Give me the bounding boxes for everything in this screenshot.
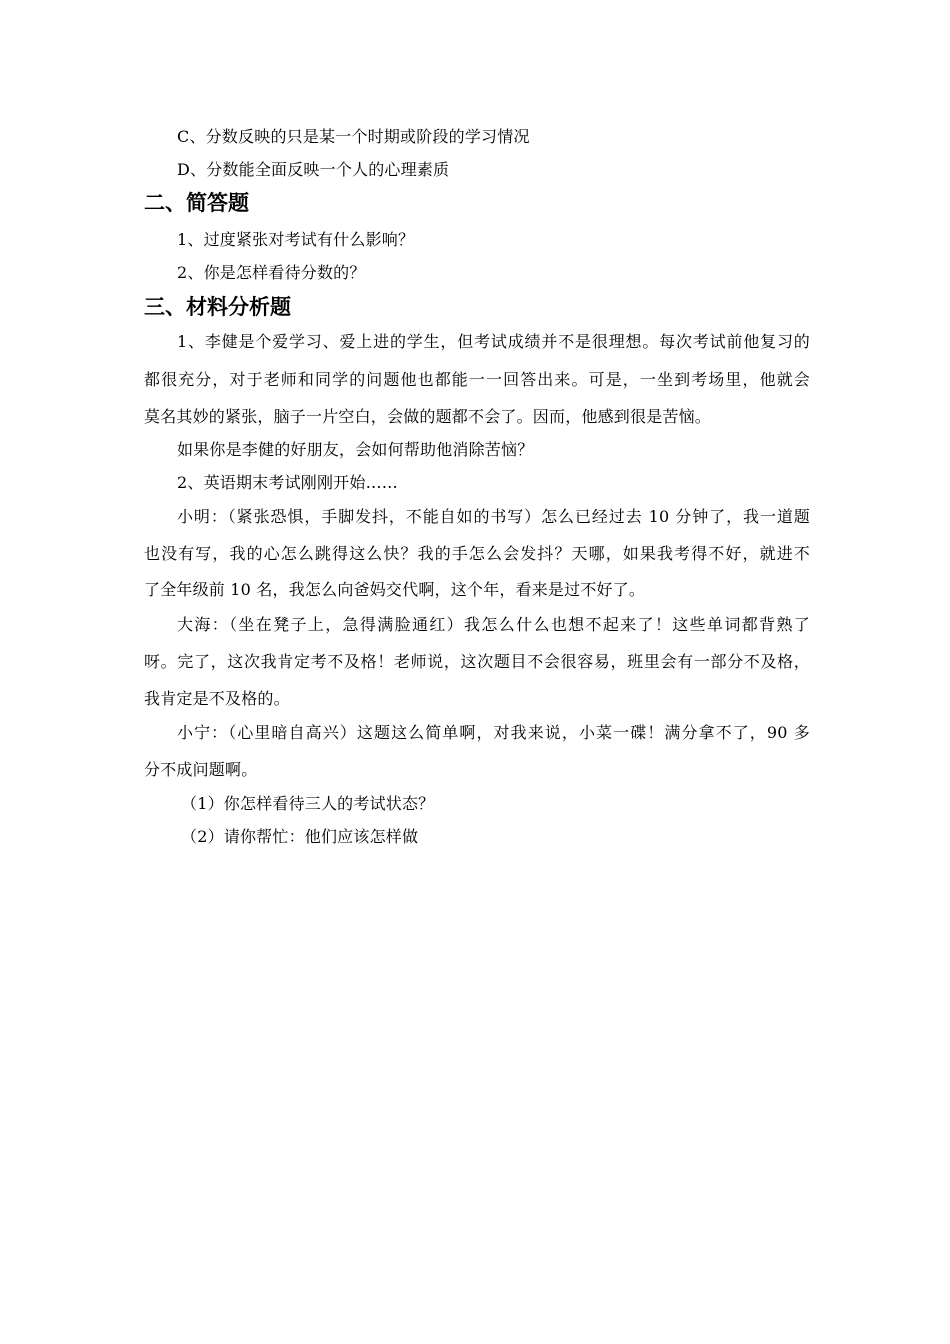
material-1-line-1: 1、李健是个爱学习、爱上进的学生，但考试成绩并不是很理想。每次考试前他复习的 (177, 332, 810, 351)
dahai-line-2: 呀。完了，这次我肯定考不及格！老师说，这次题目不会很容易，班里会有一部分不及格， (144, 652, 810, 671)
option-d: D、分数能全面反映一个人的心理素质 (177, 160, 450, 179)
section-heading-material-analysis: 三、材料分析题 (144, 295, 291, 319)
xiaoming-line-1: 小明：（紧张恐惧，手脚发抖，不能自如的书写）怎么已经过去 10 分钟了，我一道题 (177, 507, 810, 526)
xiaoning-line-1: 小宁：（心里暗自高兴）这题这么简单啊，对我来说，小菜一碟！满分拿不了，90 多 (177, 723, 810, 742)
material-1-line-2: 都很充分，对于老师和同学的问题他也都能一一回答出来。可是，一坐到考场里，他就会 (144, 370, 810, 389)
short-answer-question-2: 2、你是怎样看待分数的？ (177, 263, 366, 282)
sub-question-2: （2）请你帮忙：他们应该怎样做 (181, 827, 419, 846)
option-c: C、分数反映的只是某一个时期或阶段的学习情况 (177, 127, 530, 146)
xiaoming-line-3: 了全年级前 10 名，我怎么向爸妈交代啊，这个年，看来是过不好了。 (144, 580, 646, 599)
short-answer-question-1: 1、过度紧张对考试有什么影响？ (177, 230, 415, 249)
xiaoming-line-2: 也没有写，我的心怎么跳得这么快？我的手怎么会发抖？天哪，如果我考得不好，就进不 (144, 544, 810, 563)
dahai-line-1: 大海：（坐在凳子上，急得满脸通红）我怎么什么也想不起来了！这些单词都背熟了 (177, 615, 810, 634)
material-2-intro: 2、英语期末考试刚刚开始…… (177, 473, 398, 492)
sub-question-1: （1）你怎样看待三人的考试状态？ (181, 794, 435, 813)
material-1-line-3: 莫名其妙的紧张，脑子一片空白，会做的题都不会了。因而，他感到很是苦恼。 (144, 407, 712, 426)
dahai-line-3: 我肯定是不及格的。 (144, 689, 290, 708)
section-heading-short-answer: 二、简答题 (144, 191, 249, 215)
xiaoning-line-2: 分不成问题啊。 (144, 760, 258, 779)
material-1-question: 如果你是李健的好朋友，会如何帮助他消除苦恼？ (177, 440, 534, 459)
